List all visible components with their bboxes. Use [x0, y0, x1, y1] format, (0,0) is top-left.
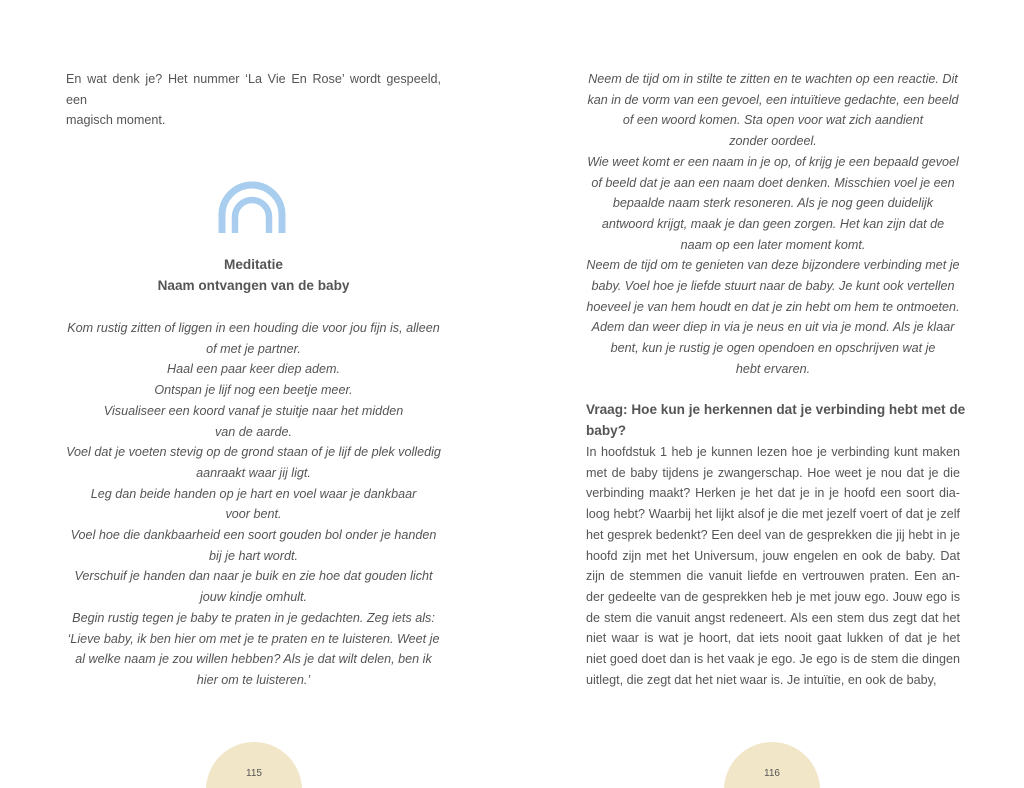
page-number: 116: [764, 768, 780, 779]
meditation-title: Meditatie: [224, 257, 283, 272]
text-line: of een woord komen. Sta open voor wat zich aandient: [622, 113, 924, 128]
text-line: Begin rustig tegen je baby te praten in je gedachten. Zeg iets als:: [72, 610, 435, 625]
text-line: niet goed doet dan is het vaak je ego. Je ego is de stem die dingen: [586, 652, 960, 667]
text-line: Ontspan je lijf nog een beetje meer.: [154, 383, 353, 398]
text-line: of met je partner.: [206, 341, 301, 356]
text-line: Voel dat je voeten stevig op de grond staan of je lijf de plek volledig: [66, 445, 441, 460]
text-line: baby?: [586, 422, 627, 438]
text-line: magisch moment.: [66, 113, 166, 128]
text-line: In hoofdstuk 1 heb je kunnen lezen hoe je verbinding kunt maken: [586, 445, 960, 459]
text-line: ‘Lieve baby, ik ben hier om met je te praten en te luisteren. Weet je: [67, 631, 440, 646]
right-page: [512, 0, 1024, 788]
page-number: 115: [246, 768, 262, 779]
text-line: bepaalde naam sterk resoneren. Als je nog geen duidelijk: [612, 196, 934, 211]
body-paragraph: [586, 442, 960, 690]
meditation-continued: [586, 69, 960, 380]
text-line: verbinding maakt? Herken je het dat je in je hoofd een soort dia-: [586, 486, 960, 501]
text-line: Neem de tijd om in stilte te zitten en te wachten op een reactie. Dit: [588, 72, 958, 86]
text-line: naam op een later moment komt.: [680, 237, 866, 252]
text-line: kan in de vorm van een gevoel, een intuïtieve gedachte, een beeld: [587, 92, 959, 107]
meditation-heading: [66, 255, 441, 296]
text-line: bent, kun je rustig je ogen opendoen en opschrijven wat je: [610, 341, 936, 356]
text-line: Visualiseer een koord vanaf je stuitje naar het midden: [103, 403, 404, 418]
text-line: Wie weet komt er een naam in je op, of krijg je een bepaald gevoel: [587, 154, 959, 169]
text-line: Voel hoe die dankbaarheid een soort gouden bol onder je handen: [70, 528, 437, 543]
text-line: bij je hart wordt.: [209, 548, 298, 563]
page-number-badge: [206, 742, 302, 788]
text-line: Vraag: Hoe kun je herkennen dat je verbinding hebt met de: [586, 402, 966, 417]
text-line: Kom rustig zitten of liggen in een houding die voor jou fijn is, alleen: [67, 321, 440, 335]
text-line: hoeveel je van hem houdt en dat je zin hebt om hem te ontmoeten.: [586, 299, 960, 314]
text-line: Adem dan weer diep in via je neus en uit via je mond. Als je klaar: [591, 320, 955, 335]
text-line: antwoord krijgt, maak je dan geen zorgen. Het kan zijn dat de: [601, 216, 945, 231]
text-line: hoofd zijn met het Universum, jouw engelen en ook de baby. Dat: [586, 548, 960, 563]
text-line: al welke naam je zou willen hebben? Als je dat wilt delen, ben ik: [75, 652, 432, 667]
text-line: van de aarde.: [214, 424, 293, 439]
text-line: jouw kindje omhult.: [199, 590, 308, 605]
text-line: hebt ervaren.: [735, 361, 811, 376]
text-line: het gesprek bedenkt? Een deel van de gesprekken die jij hebt in je: [586, 527, 960, 542]
text-line: niet waar is wat je hoort, dat iets nooit gaat lukken of dat je het: [586, 631, 960, 646]
text-line: hier om te luisteren.’: [196, 672, 311, 687]
meditation-subtitle: Naam ontvangen van de baby: [157, 277, 350, 293]
text-line: de stem die vanuit angst redeneert. Als een stem dus zegt dat het: [586, 610, 960, 625]
text-line: met de baby tijdens je zwangerschap. Hoe weet je nou dat je die: [586, 465, 960, 480]
text-line: Haal een paar keer diep adem.: [167, 362, 340, 377]
question-heading: [586, 400, 966, 441]
text-line: voor bent.: [225, 507, 282, 522]
page-number-badge: [724, 742, 820, 788]
text-line: of beeld dat je aan een naam doet denken. Misschien voel je een: [591, 175, 955, 190]
meditation-text: [66, 318, 441, 691]
text-line: baby. Voel hoe je liefde stuurt naar de baby. Je kunt ook vertellen: [591, 279, 955, 294]
text-line: loog hebt? Waarbij het lijkt alsof je die met jezelf voert of dat je zelf: [586, 507, 960, 522]
text-line: En wat denk je? Het nummer ‘La Vie En Rose’ wordt gespeeld, een: [66, 72, 441, 107]
text-line: Verschuif je handen dan naar je buik en zie hoe dat gouden licht: [74, 569, 433, 584]
text-line: der gedeelte van de gesprekken heb je met jouw ego. Jouw ego is: [586, 589, 960, 604]
text-line: zonder oordeel.: [729, 134, 817, 149]
text-line: Leg dan beide handen op je hart en voel waar je dankbaar: [90, 486, 417, 501]
text-line: Neem de tijd om te genieten van deze bijzondere verbinding met je: [586, 258, 960, 273]
text-line: aanraakt waar jij ligt.: [196, 465, 311, 480]
text-line: zijn de stemmen die vanuit liefde en vertrouwen praten. Een an-: [586, 569, 960, 584]
rainbow-icon: [216, 179, 288, 235]
text-line: uitlegt, die zegt dat het niet waar is. Je intuïtie, en ook de baby,: [586, 672, 937, 687]
intro-paragraph: [66, 69, 441, 131]
